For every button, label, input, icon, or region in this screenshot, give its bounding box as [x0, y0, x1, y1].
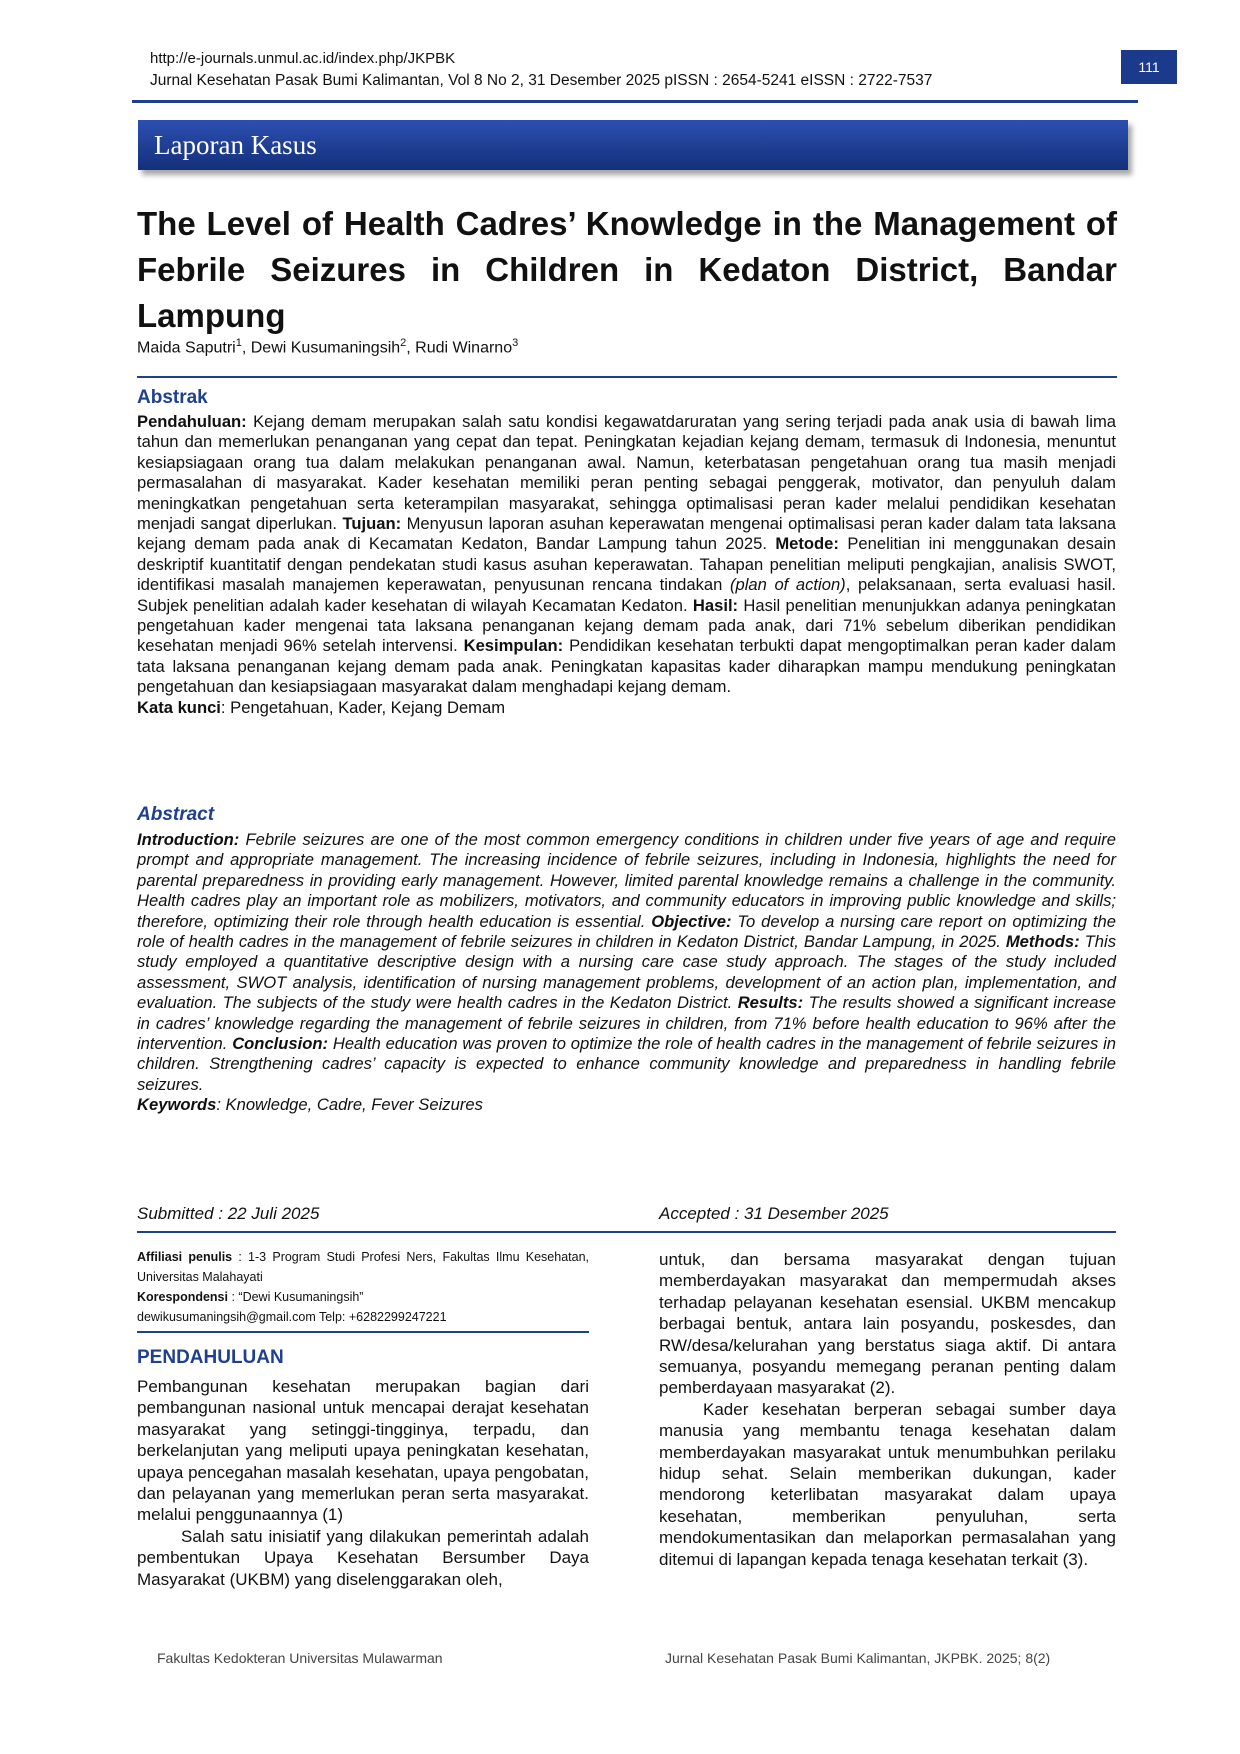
section-heading-pendahuluan: PENDAHULUAN	[137, 1347, 284, 1368]
text-metode-a: Penelitian ini menggunakan desain deskriptif kuantitatif dengan pendekatan studi kasus asuhan keperawatan. Tahapan penelitian meliputi pengkajian, analisis SWOT, identifikasi masalah manajemen keperawatan, penyusunan rencana tindakan	[137, 534, 1117, 595]
label-pendahuluan: Pendahuluan:	[137, 412, 247, 431]
text-results: The results showed a significant increase in cadres’ knowledge regarding the management of febrile seizures in children, from 71% before health education to 96% after the intervention.	[137, 993, 1116, 1054]
label-methods: Methods:	[1005, 932, 1080, 952]
accepted-date: Accepted : 31 Desember 2025	[659, 1204, 889, 1223]
abstrak-heading: Abstrak	[137, 387, 208, 408]
label-kata-kunci: Kata kunci	[137, 697, 221, 717]
text-conclusion: Health education was proven to optimize the role of health cadres in the management of febrile seizures in children. Strengthening cadres’ capacity is expected to enhance community knowledge and preparedness in handling febrile seizures.	[137, 1034, 1116, 1094]
label-results: Results:	[737, 993, 804, 1013]
author-sup: 1	[235, 337, 242, 349]
text-kata-kunci: : Pengetahuan, Kader, Kejang Demam	[220, 697, 506, 717]
text-pendahuluan: Kejang demam merupakan salah satu kondisi kegawatdaruratan yang sering terjadi pada anak usia di bawah lima tahun dan memerlukan penanganan yang cepat dan tepat. Peningkatan kejadian kejang demam, termasuk di Indonesia, menuntut kesiapsiagaan orang tua dalam melakukan penanganan awal. Namun, keterbatasan pengetahuan orang tua masih menjadi permasalahan di masyarakat. Kader kesehatan memiliki peran penting sebagai penggerak, motivator, dan penyuluh dalam meningkatkan pengetahuan serta keterampilan masyarakat, sehingga optimalisasi peran kader melalui pendidikan kesehatan menjadi sangat diperlukan.	[137, 412, 1116, 534]
author-list: Maida Saputri$^1$, Dewi Kusumaningsih$^2$, Rudi Winarno$^3$	[137, 337, 519, 357]
affiliation-text: : 1-3 Program Studi Profesi Ners, Fakultas Ilmu Kesehatan, Universitas Malahayati	[137, 1250, 589, 1284]
correspondence-label: Korespondensi	[137, 1290, 228, 1304]
right-column	[659, 1249, 1116, 1570]
author-name: Dewi Kusumaningsih	[250, 339, 401, 357]
label-introduction: Introduction:	[137, 830, 240, 849]
page-number-badge: 111	[1121, 50, 1177, 84]
label-objective: Objective:	[651, 911, 732, 931]
author-name: Rudi Winarno	[415, 339, 513, 357]
text-metode-italic: (plan of action)	[729, 575, 846, 595]
author-name: Maida Saputri	[137, 339, 236, 357]
correspondence-contact: dewikusumaningsih@gmail.com Telp: +6282299247221	[137, 1310, 447, 1324]
abstract-body	[137, 830, 1116, 1116]
label-keywords: Keywords	[137, 1095, 217, 1115]
affiliation-block	[137, 1247, 589, 1327]
text-keywords: : Knowledge, Cadre, Fever Seizures	[216, 1095, 483, 1115]
affiliation-rule	[137, 1331, 589, 1333]
left-column	[137, 1376, 589, 1590]
text-hasil: Hasil penelitian menunjukkan adanya peningkatan pengetahuan kader mengenai tata laksana penanganan kejang demam pada anak, dari 71% sebelum diberikan pendidikan kesehatan menjadi 96% setelah intervensi.	[137, 595, 1116, 656]
body-paragraph: untuk, dan bersama masyarakat dengan tujuan memberdayakan masyarakat dan mempermudah akses terhadap pelayanan kesehatan esensial. UKBM mencakup berbagai bentuk, antara lain posyandu, poskesdes, dan RW/desa/kelurahan yang berstatus siaga aktif. Di antara semuanya, posyandu memegang peranan penting dalam pemberdayaan masyarakat (2).	[659, 1250, 1116, 1398]
article-type-banner	[138, 120, 1128, 170]
dates-rule	[137, 1231, 1116, 1233]
submitted-date: Submitted : 22 Juli 2025	[137, 1204, 320, 1223]
text-introduction: Febrile seizures are one of the most common emergency conditions in children under five years of age and require prompt and appropriate management. The increasing incidence of febrile seizures, including in Indonesia, highlights the need for parental preparedness in providing early management. However, limited parental knowledge remains a challenge in the community. Health cadres play an important role as mobilizers, motivators, and community educators in improving public knowledge and skills; therefore, optimizing their role through health education is essential.	[137, 830, 1116, 931]
author-sup: 2	[400, 337, 407, 349]
correspondence-text: : “Dewi Kusumaningsih”	[228, 1290, 364, 1304]
label-kesimpulan: Kesimpulan:	[463, 636, 564, 656]
affiliation-label: Affiliasi penulis	[137, 1250, 233, 1264]
label-hasil: Hasil:	[692, 595, 739, 615]
journal-url[interactable]: http://e-journals.unmul.ac.id/index.php/JKPBK	[150, 50, 456, 67]
body-paragraph: Pembangunan kesehatan merupakan bagian dari pembangunan nasional untuk mencapai derajat kesehatan masyarakat yang setinggi-tingginya, terpadu, dan berkelanjutan yang meliputi upaya peningkatan kesehatan, upaya pencegahan masalah kesehatan, upaya pengobatan, dan pelayanan yang memerlukan peran serta masyarakat. melalui penggunaannya (1)	[137, 1377, 589, 1525]
text-methods: This study employed a quantitative descriptive design with a nursing care case study approach. The stages of the study included assessment, SWOT analysis, identification of nursing management problems, development of an action plan, implementation, and evaluation. The subjects of the study were health cadres in the Kedaton District.	[137, 932, 1117, 1013]
author-sup: 3	[512, 337, 519, 349]
text-metode-b: , pelaksanaan, serta evaluasi hasil. Subjek penelitian adalah kader kesehatan di wilayah Kecamatan Kedaton.	[137, 575, 1117, 615]
abstract-rule	[137, 376, 1117, 378]
journal-info-line: Jurnal Kesehatan Pasak Bumi Kalimantan, Vol 8 No 2, 31 Desember 2025 pISSN : 2654-5241 eISSN : 2722-7537	[150, 72, 933, 89]
footer-journal-citation: Jurnal Kesehatan Pasak Bumi Kalimantan, JKPBK. 2025; 8(2)	[665, 1650, 1051, 1666]
article-type-label: Laporan Kasus	[154, 129, 317, 160]
label-conclusion: Conclusion:	[232, 1034, 329, 1054]
footer-faculty: Fakultas Kedokteran Universitas Mulawarman	[157, 1650, 443, 1666]
text-kesimpulan: Pendidikan kesehatan terbukti dapat mengoptimalkan peran kader dalam tata laksana penanganan kejang demam pada anak. Peningkatan kapasitas kader diharapkan mampu mendukung peningkatan pengetahuan dan kesiapsiagaan masyarakat dalam menghadapi kejang demam.	[137, 636, 1116, 697]
text-tujuan: Menyusun laporan asuhan keperawatan mengenai optimalisasi peran kader dalam tata laksana kejang demam pada anak di Kecamatan Kedaton, Bandar Lampung tahun 2025.	[137, 514, 1116, 554]
body-paragraph: Salah satu inisiatif yang dilakukan pemerintah adalah pembentukan Upaya Kesehatan Bersumber Daya Masyarakat (UKBM) yang diselenggarakan oleh,	[137, 1526, 589, 1589]
body-paragraph: Kader kesehatan berperan sebagai sumber daya manusia yang membantu tenaga kesehatan dalam memberdayakan masyarakat untuk menumbuhkan perilaku hidup sehat. Selain memberikan dukungan, kader mendorong keterlibatan masyarakat dalam upaya kesehatan, memberikan penyuluhan, serta mendokumentasikan dan melaporkan permasalahan yang ditemui di lapangan kepada tenaga kesehatan terkait (3).	[659, 1399, 1116, 1569]
abstrak-body	[137, 412, 1116, 718]
text-objective: To develop a nursing care report on optimizing the role of health cadres in the management of febrile seizures in children in Kedaton District, Bandar Lampung, in 2025.	[137, 911, 1116, 952]
abstract-heading: Abstract	[137, 804, 215, 825]
header-rule	[132, 100, 1138, 103]
label-tujuan: Tujuan:	[342, 514, 402, 534]
label-metode: Metode:	[775, 534, 839, 554]
article-title: The Level of Health Cadres’ Knowledge in the Management of Febrile Seizures in Children in Kedaton District, Bandar Lampung	[137, 205, 1117, 334]
